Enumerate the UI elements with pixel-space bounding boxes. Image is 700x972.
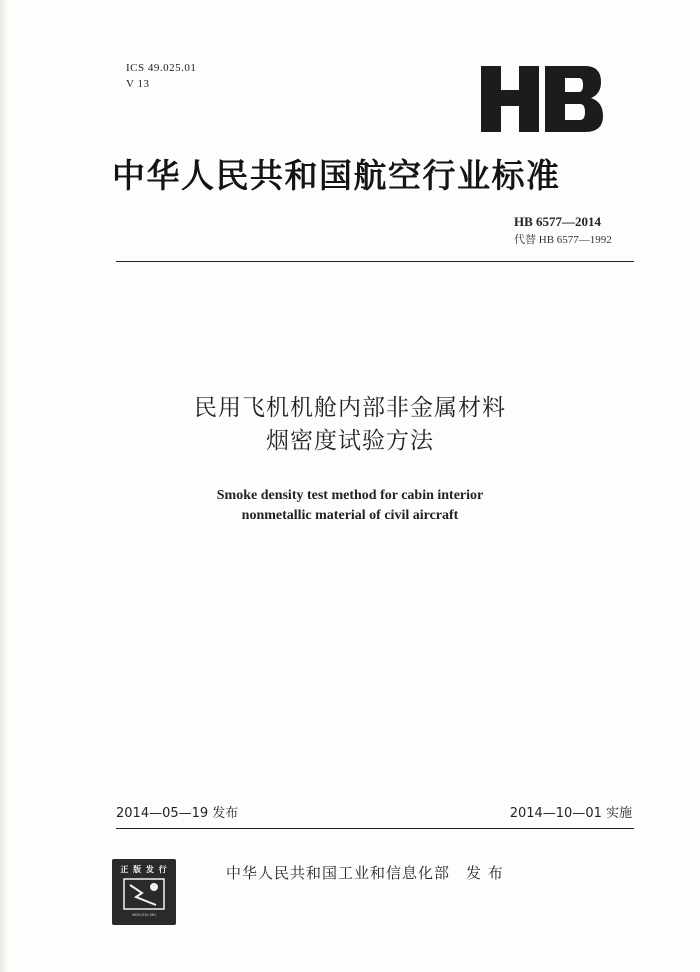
stamp-code: 4009,010,561 [131, 913, 157, 917]
english-title [0, 486, 700, 526]
english-title-line-2: nonmetallic material of civil aircraft [241, 508, 459, 523]
genuine-publication-stamp [112, 859, 176, 925]
english-title-line-1: Smoke density test method for cabin interior [216, 488, 484, 503]
bottom-divider [116, 828, 634, 829]
hb-logo [481, 66, 603, 132]
chinese-title [0, 392, 700, 458]
issue-date: 2014—05—19 发布 [116, 806, 239, 821]
ccs-code: V 13 [126, 78, 150, 90]
stamp-emblem-icon [122, 877, 166, 911]
publisher: 中华人民共和国工业和信息化部 发 布 [226, 864, 504, 882]
replaced-standard: 代替 HB 6577—1992 [514, 234, 612, 246]
chinese-title-line-2: 烟密度试验方法 [266, 428, 434, 454]
ics-code: ICS 49.025.01 [126, 62, 197, 74]
top-divider [116, 261, 634, 262]
implementation-date: 2014—10—01 实施 [509, 806, 632, 821]
chinese-title-line-1: 民用飞机机舱内部非金属材料 [194, 395, 506, 421]
issuing-body-title: 中华人民共和国航空行业标准 [112, 156, 561, 195]
classification-codes [126, 60, 196, 92]
standard-number: HB 6577—2014 [514, 214, 602, 229]
stamp-title: 正 版 发 行 [120, 865, 168, 874]
